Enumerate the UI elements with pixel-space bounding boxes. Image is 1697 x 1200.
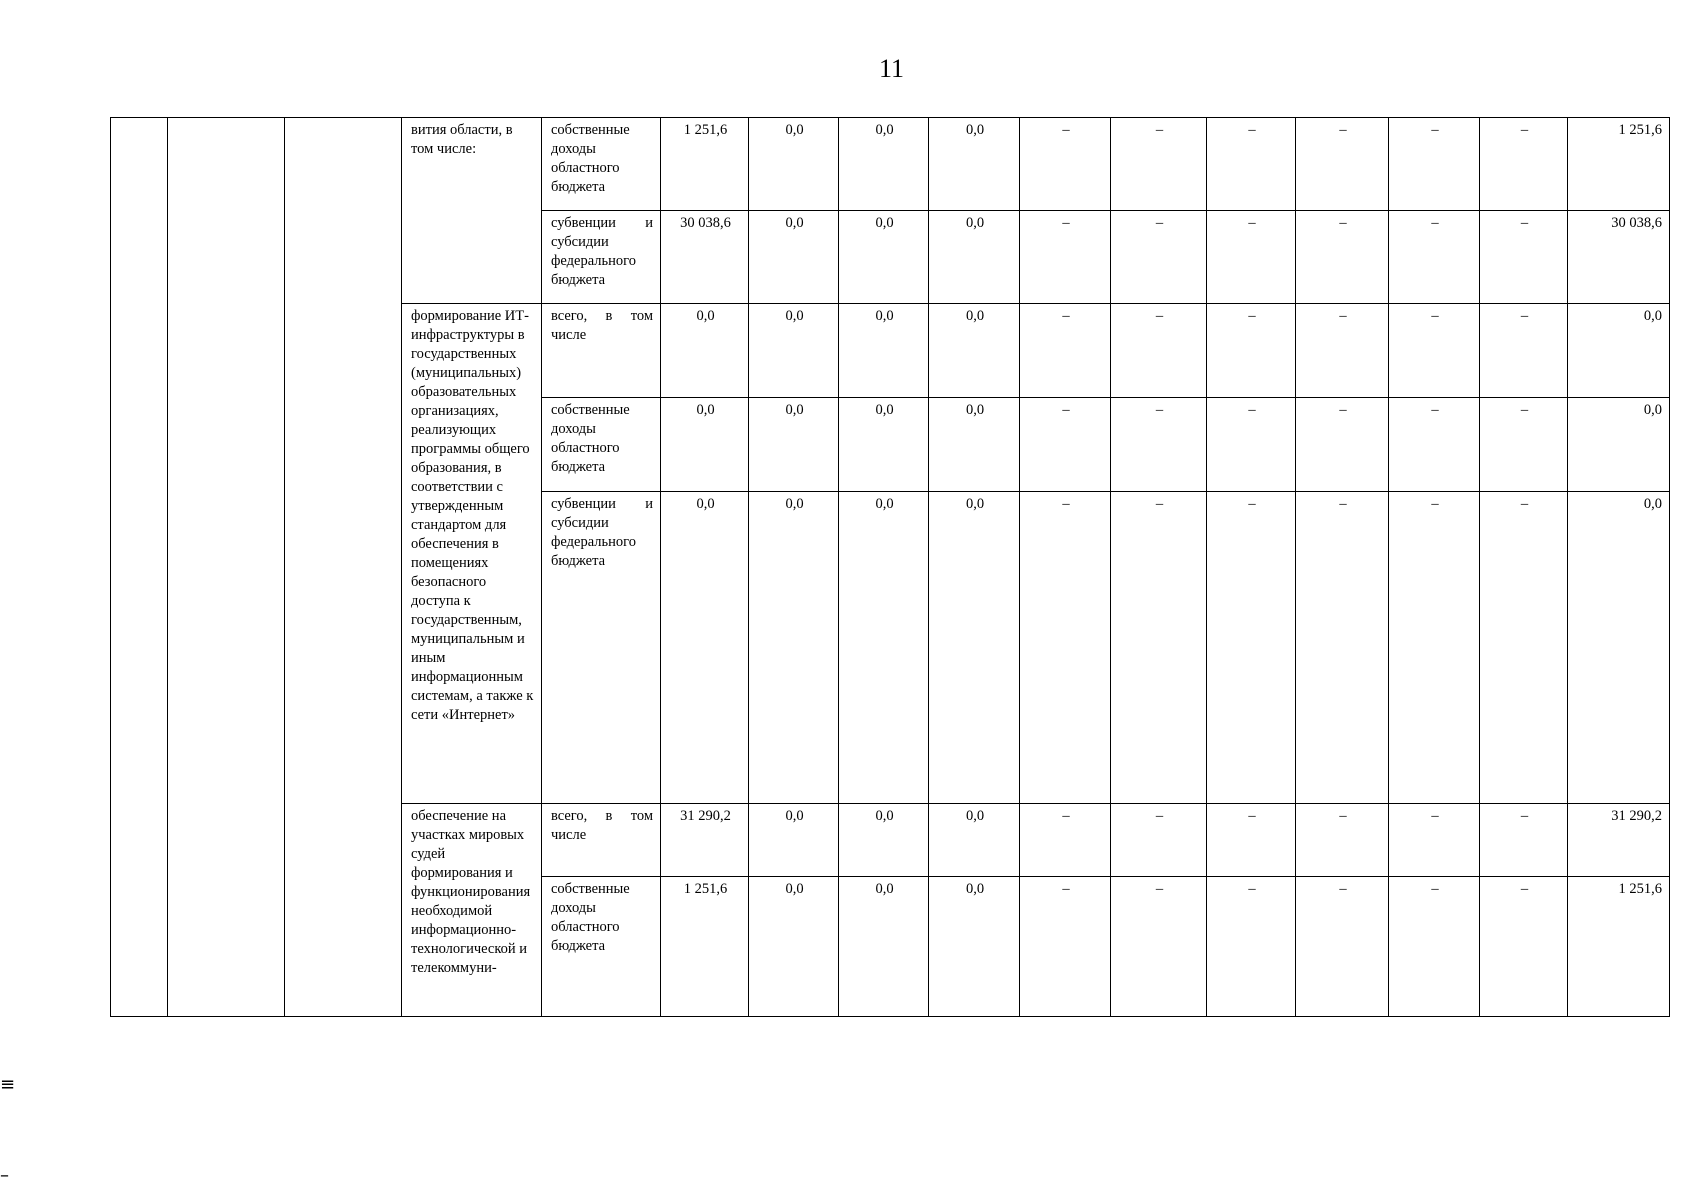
- dash-cell: –: [1111, 211, 1207, 304]
- amount-cell: 0,0: [839, 118, 929, 211]
- amount-cell: 0,0: [839, 211, 929, 304]
- event-description: формирование ИТ-инфраструктуры в государственных (муниципальных) образовательных организациях, реализующих программы общего образования, в соответствии с утвержденным стандартом для обеспечения в помещениях безопасного доступа к государственным, муниципальным и иным информационным системам, а также к сети «Интернет»: [402, 304, 542, 804]
- dash-cell: –: [1207, 398, 1296, 492]
- amount-cell: 0,0: [839, 877, 929, 1017]
- dash-cell: –: [1389, 304, 1480, 398]
- dash-cell: –: [1111, 398, 1207, 492]
- funding-source: всего, в том числе: [542, 804, 661, 877]
- dash-cell: –: [1389, 211, 1480, 304]
- amount-cell: 0,0: [839, 304, 929, 398]
- dash-cell: –: [1480, 398, 1568, 492]
- dash-cell: –: [1020, 304, 1111, 398]
- empty-col-1: [111, 118, 168, 1017]
- dash-cell: –: [1480, 304, 1568, 398]
- amount-cell: 0,0: [929, 804, 1020, 877]
- total-cell: 0,0: [1568, 492, 1670, 804]
- amount-cell: 0,0: [749, 492, 839, 804]
- total-cell: 0,0: [1568, 304, 1670, 398]
- amount-cell: 0,0: [749, 804, 839, 877]
- dash-cell: –: [1480, 211, 1568, 304]
- dash-cell: –: [1207, 804, 1296, 877]
- dash-cell: –: [1389, 804, 1480, 877]
- dash-cell: –: [1296, 804, 1389, 877]
- dash-cell: –: [1207, 118, 1296, 211]
- dash-cell: –: [1020, 118, 1111, 211]
- funding-source: субвенции и субсидии федерального бюджета: [542, 492, 661, 804]
- dash-cell: –: [1020, 804, 1111, 877]
- table-row: [111, 118, 1670, 211]
- amount-cell: 0,0: [929, 877, 1020, 1017]
- amount-cell: 0,0: [839, 398, 929, 492]
- funding-source: собственные доходы областного бюджета: [542, 877, 661, 1017]
- dash-cell: –: [1296, 877, 1389, 1017]
- dash-cell: –: [1020, 398, 1111, 492]
- dash-cell: –: [1480, 804, 1568, 877]
- amount-cell: 0,0: [661, 398, 749, 492]
- amount-cell: 0,0: [661, 304, 749, 398]
- dash-cell: –: [1389, 877, 1480, 1017]
- amount-cell: 0,0: [929, 304, 1020, 398]
- event-description: вития области, в том числе:: [402, 118, 542, 304]
- event-description: обеспечение на участках мировых судей формирования и функционирования необходимой информационно-технологической и телекоммуни-: [402, 804, 542, 1017]
- amount-cell: 0,0: [839, 492, 929, 804]
- total-cell: 0,0: [1568, 398, 1670, 492]
- total-cell: 31 290,2: [1568, 804, 1670, 877]
- dash-cell: –: [1111, 492, 1207, 804]
- dash-cell: –: [1389, 118, 1480, 211]
- dash-cell: –: [1296, 304, 1389, 398]
- dash-cell: –: [1207, 211, 1296, 304]
- empty-col-2: [168, 118, 285, 1017]
- funding-source: собственные доходы областного бюджета: [542, 398, 661, 492]
- dash-cell: –: [1480, 492, 1568, 804]
- funding-source: всего, в том числе: [542, 304, 661, 398]
- amount-cell: 31 290,2: [661, 804, 749, 877]
- margin-mark: ≡: [0, 1074, 16, 1095]
- amount-cell: 0,0: [839, 804, 929, 877]
- amount-cell: 0,0: [749, 118, 839, 211]
- amount-cell: 0,0: [929, 398, 1020, 492]
- dash-cell: –: [1020, 211, 1111, 304]
- total-cell: 1 251,6: [1568, 877, 1670, 1017]
- empty-col-3: [285, 118, 402, 1017]
- amount-cell: 0,0: [929, 492, 1020, 804]
- amount-cell: 1 251,6: [661, 877, 749, 1017]
- amount-cell: 0,0: [749, 304, 839, 398]
- total-cell: 30 038,6: [1568, 211, 1670, 304]
- dash-cell: –: [1111, 118, 1207, 211]
- amount-cell: 1 251,6: [661, 118, 749, 211]
- dash-cell: –: [1389, 492, 1480, 804]
- margin-mark: –: [0, 1165, 9, 1186]
- dash-cell: –: [1296, 398, 1389, 492]
- dash-cell: –: [1207, 877, 1296, 1017]
- amount-cell: 0,0: [749, 877, 839, 1017]
- amount-cell: 0,0: [661, 492, 749, 804]
- dash-cell: –: [1296, 492, 1389, 804]
- budget-table: [110, 117, 1670, 1017]
- dash-cell: –: [1389, 398, 1480, 492]
- funding-source: субвенции и субсидии федерального бюджета: [542, 211, 661, 304]
- dash-cell: –: [1207, 304, 1296, 398]
- dash-cell: –: [1296, 118, 1389, 211]
- funding-source: собственные доходы областного бюджета: [542, 118, 661, 211]
- amount-cell: 0,0: [929, 118, 1020, 211]
- amount-cell: 0,0: [929, 211, 1020, 304]
- dash-cell: –: [1020, 492, 1111, 804]
- total-cell: 1 251,6: [1568, 118, 1670, 211]
- dash-cell: –: [1296, 211, 1389, 304]
- dash-cell: –: [1111, 304, 1207, 398]
- dash-cell: –: [1480, 118, 1568, 211]
- amount-cell: 0,0: [749, 211, 839, 304]
- dash-cell: –: [1111, 804, 1207, 877]
- dash-cell: –: [1020, 877, 1111, 1017]
- amount-cell: 30 038,6: [661, 211, 749, 304]
- dash-cell: –: [1480, 877, 1568, 1017]
- dash-cell: –: [1207, 492, 1296, 804]
- dash-cell: –: [1111, 877, 1207, 1017]
- page-number: 11: [878, 54, 905, 83]
- amount-cell: 0,0: [749, 398, 839, 492]
